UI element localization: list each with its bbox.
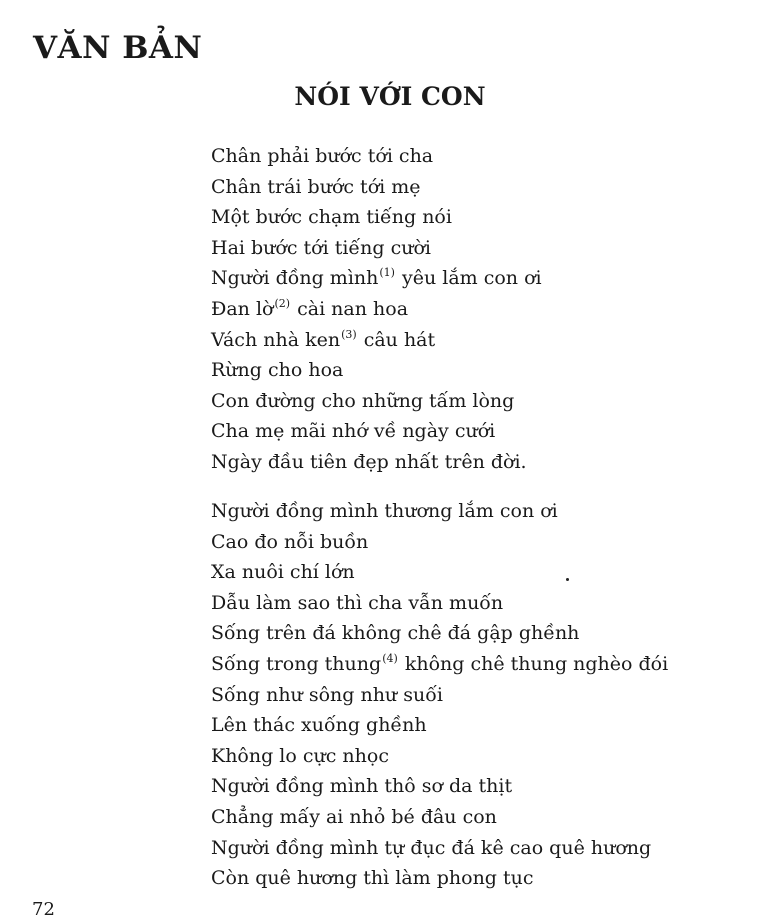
line-text: Dẫu làm sao thì cha vẫn muốn <box>211 591 504 614</box>
poem-line <box>211 649 668 680</box>
poem-line <box>211 527 668 558</box>
poem-line <box>211 741 668 772</box>
line-text: Ngày đầu tiên đẹp nhất trên đời. <box>211 450 527 473</box>
line-text: Không lo cực nhọc <box>211 744 389 767</box>
stanza-2 <box>211 496 668 894</box>
line-text: Sống trong thung <box>211 652 382 675</box>
poem-line <box>211 202 542 233</box>
line-text: Người đồng mình <box>211 267 379 290</box>
footnote-marker: (1) <box>379 266 395 280</box>
poem-line <box>211 618 668 649</box>
poem-line <box>211 233 542 264</box>
line-text: Vách nhà ken <box>211 328 341 351</box>
footnote-marker: (3) <box>341 327 357 341</box>
line-text: Sống trên đá không chê đá gập ghềnh <box>211 622 580 645</box>
poem-line <box>211 710 668 741</box>
section-heading: VĂN BẢN <box>33 30 203 66</box>
page-number: 72 <box>32 899 55 920</box>
poem-line <box>211 833 668 864</box>
poem-line <box>211 263 542 294</box>
poem-line <box>211 416 542 447</box>
line-text: câu hát <box>357 328 436 351</box>
line-text: Người đồng mình tự đục đá kê cao quê hương <box>211 836 652 859</box>
line-text: Cao đo nỗi buồn <box>211 530 369 553</box>
line-text: Người đồng mình thô sơ da thịt <box>211 775 513 798</box>
line-text: cài nan hoa <box>291 297 409 320</box>
stanza-1 <box>211 141 542 478</box>
poem-title: NÓI VỚI CON <box>294 82 486 111</box>
line-text: Hai bước tới tiếng cười <box>211 236 431 259</box>
line-text: không chê thung nghèo đói <box>398 652 669 675</box>
poem-line <box>211 447 542 478</box>
line-text: Người đồng mình thương lắm con ơi <box>211 500 558 522</box>
line-text: Còn quê hương thì làm phong tục <box>211 867 534 890</box>
poem-line <box>211 294 542 325</box>
poem-line <box>211 557 668 588</box>
print-speck <box>566 578 569 581</box>
line-text: Chân phải bước tới cha <box>211 145 434 167</box>
poem-line <box>211 680 668 711</box>
line-text: Sống như sông như suối <box>211 683 443 706</box>
line-text: Con đường cho những tấm lòng <box>211 389 515 412</box>
poem-line <box>211 863 668 894</box>
poem-line <box>211 172 542 203</box>
line-text: Rừng cho hoa <box>211 359 344 382</box>
line-text: Cha mẹ mãi nhớ về ngày cưới <box>211 420 496 443</box>
poem-line <box>211 496 668 527</box>
poem-line <box>211 141 542 172</box>
line-text: Chẳng mấy ai nhỏ bé đâu con <box>211 805 497 828</box>
line-text: Lên thác xuống ghềnh <box>211 714 427 737</box>
poem-line <box>211 802 668 833</box>
poem-line <box>211 386 542 417</box>
poem-line <box>211 325 542 356</box>
line-text: Đan lờ <box>211 297 274 320</box>
footnote-marker: (2) <box>274 296 291 310</box>
footnote-marker: (4) <box>382 651 398 665</box>
line-text: Một bước chạm tiếng nói <box>211 206 452 229</box>
line-text: Xa nuôi chí lớn <box>211 561 355 584</box>
poem-line <box>211 355 542 386</box>
line-text: Chân trái bước tới mẹ <box>211 175 421 198</box>
poem-line <box>211 771 668 802</box>
poem-line <box>211 588 668 619</box>
line-text: yêu lắm con ơi <box>395 267 542 290</box>
